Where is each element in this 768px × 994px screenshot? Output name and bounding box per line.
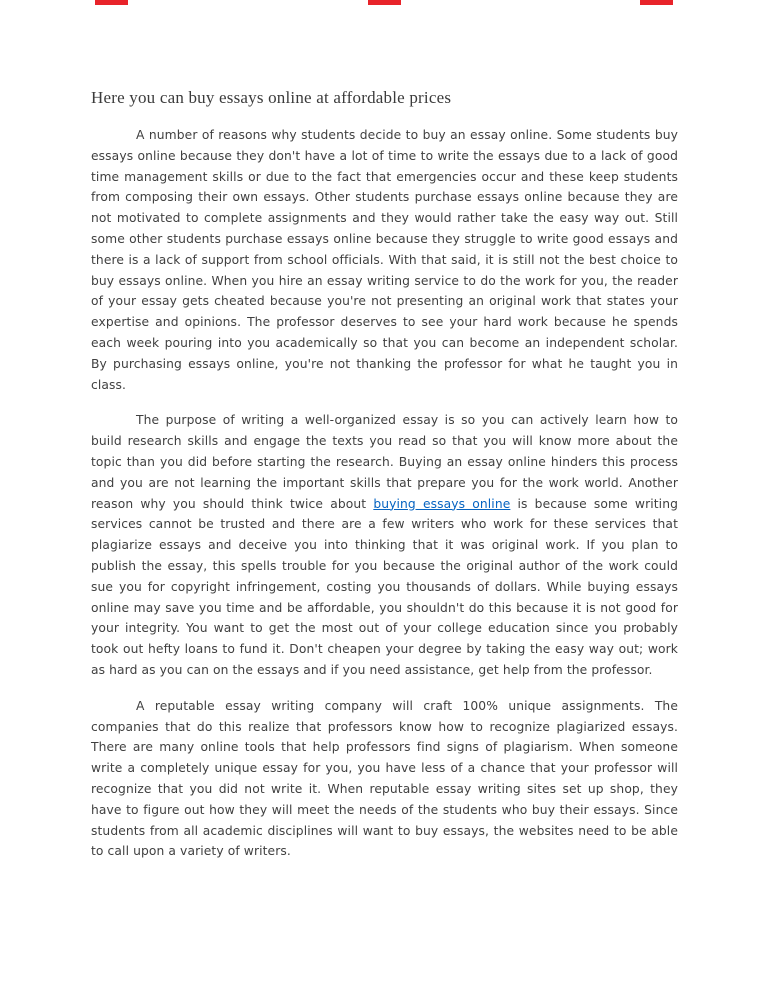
top-edge-red-mark-right	[640, 0, 673, 5]
buying-essays-online-link[interactable]: buying essays online	[373, 496, 511, 511]
paragraph-2-text-before-link: The purpose of writing a well-organized essay is so you can actively learn how to build research skills and engage the texts you read so that you will know more about the topic than you did before starting the research. Buying an essay online hinders this process and you are not learning the important skills that prepare you for the work world. Another reason why you should think twice about	[91, 413, 678, 511]
paragraph-reasons-to-buy	[91, 125, 678, 395]
paragraph-2-text-after-link: is because some writing services cannot be trusted and there are a few writers who work for these services that plagiarize essays and deceive you into thinking that it was original work. If you plan to publish the essay, this spells trouble for you because the original author of the work could sue you for copyright infringement, costing you thousands of dollars. While buying essays online may save you time and be affordable, you shouldn't do this because it is not good for your integrity. You want to get the most out of your college education since you probably took out hefty loans to fund it. Don't cheapen your degree by taking the easy way out; work as hard as you can on the essays and if you need assistance, get help from the professor.	[91, 496, 678, 677]
document-content	[91, 88, 678, 862]
paragraph-1-text: A number of reasons why students decide to buy an essay online. Some students buy essays online because they don't have a lot of time to write the essays due to a lack of good time management skills or due to the fact that emergencies occur and these keep students from composing their own essays. Other students purchase essays online because they are not motivated to complete assignments and they would rather take the easy way out. Still some other students purchase essays online because they struggle to write good essays and there is a lack of support from school officials. With that said, it is still not the best choice to buy essays online. When you hire an essay writing service to do the work for you, the reader of your essay gets cheated because you're not presenting an original work that states your expertise and opinions. The professor deserves to see your hard work because he spends each week pouring into you academically so that you can become an independent scholar. By purchasing essays online, you're not thanking the professor for what he taught you in class.	[91, 128, 678, 392]
paragraph-3-text: A reputable essay writing company will craft 100% unique assignments. The companies that do this realize that professors know how to recognize plagiarized essays. There are many online tools that help professors find signs of plagiarism. When someone write a completely unique essay for you, you have less of a chance that your professor will recognize that you did not write it. When reputable essay writing sites set up shop, they have to figure out how they will meet the needs of the students who buy their essays. Since students from all academic disciplines will want to buy essays, the websites need to be able to call upon a variety of writers.	[91, 698, 678, 859]
paragraph-purpose-of-writing	[91, 410, 678, 680]
paragraph-reputable-companies	[91, 696, 678, 862]
top-edge-red-mark-center	[368, 0, 401, 5]
page-title: Here you can buy essays online at affordable prices	[91, 88, 452, 107]
top-edge-red-mark-left	[95, 0, 128, 5]
